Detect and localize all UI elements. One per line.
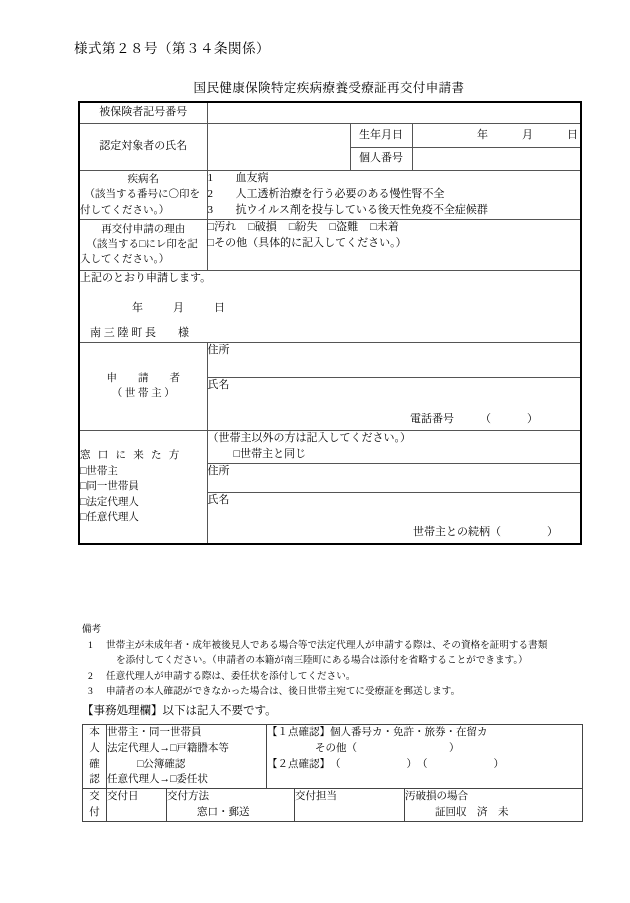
reason-label-line1: 再交付申請の理由 xyxy=(101,223,186,235)
disease-option-1[interactable] xyxy=(208,171,581,187)
applicant-label-line1: 申 請 者 xyxy=(106,372,180,384)
office-processing-table xyxy=(82,724,583,822)
identity-option-householder: 世帯主・同一世帯員 xyxy=(107,727,202,738)
identity-option-legal-representative[interactable]: 法定代理人→□戸籍謄本等 xyxy=(107,742,229,754)
remarks-heading: 備考 xyxy=(82,624,102,635)
addressee-line xyxy=(80,326,580,342)
reason-checkbox-row xyxy=(208,220,581,236)
personal-number-input[interactable] xyxy=(412,148,581,171)
check-two-point-close-2: ） xyxy=(493,758,504,770)
check-two-point-label: 【２点確認】 xyxy=(267,758,325,770)
damage-case-label: 汚破損の場合 xyxy=(405,791,468,802)
reason-checkbox-damaged[interactable]: □破損 xyxy=(248,220,277,233)
addressee-name: 南 三 陸 町 長 xyxy=(90,326,156,339)
remarks-item-1 xyxy=(82,638,592,669)
identity-label-char-3: 確 xyxy=(89,758,100,770)
declaration-block xyxy=(79,270,581,342)
visitor-name-field[interactable] xyxy=(207,492,581,525)
identity-label-char-4: 認 xyxy=(89,774,100,786)
table-row-declaration xyxy=(79,270,581,342)
visitor-checkbox-same-household[interactable]: □同一世帯員 xyxy=(80,481,139,493)
table-row-reason xyxy=(79,219,581,270)
disease-option-3[interactable] xyxy=(208,203,581,219)
insured-number-label: 被保険者記号番号 xyxy=(79,102,207,124)
check-one-point-other-close: ） xyxy=(449,742,460,754)
identity-option-voluntary-representative[interactable]: 任意代理人→□委任状 xyxy=(107,774,208,786)
declaration-date[interactable] xyxy=(80,301,580,317)
relationship-field[interactable] xyxy=(207,525,581,544)
declaration-month-unit: 月 xyxy=(173,301,184,314)
applicant-name-label: 氏名 xyxy=(207,378,230,391)
reason-checkbox-stolen[interactable]: □盗難 xyxy=(329,220,359,233)
applicant-address-label: 住所 xyxy=(207,343,230,356)
issuance-date-label: 交付日 xyxy=(107,791,139,802)
disease-option-2-text: 人工透析治療を行う必要のある慢性腎不全 xyxy=(235,187,445,200)
disease-label xyxy=(79,171,207,220)
disease-label-line3: 付してください。） xyxy=(80,204,170,216)
identity-check-points[interactable] xyxy=(267,725,583,789)
reason-options[interactable] xyxy=(207,219,581,270)
table-row-visitor-note xyxy=(79,430,581,463)
office-section-heading: 【事務処理欄】以下は記入不要です。 xyxy=(82,705,277,717)
main-application-table xyxy=(78,101,582,545)
issuance-method-label: 交付方法 xyxy=(167,791,209,802)
applicant-name-field[interactable] xyxy=(207,377,581,412)
identity-label-char-2: 人 xyxy=(89,742,100,754)
issuance-label xyxy=(83,789,107,822)
check-one-point-label: 【１点確認】 xyxy=(267,727,330,738)
disease-option-1-text: 血友病 xyxy=(235,172,269,184)
declaration-year-unit: 年 xyxy=(132,301,143,314)
visitor-name-label: 氏名 xyxy=(207,493,230,506)
form-number: 様式第２８号（第３４条関係） xyxy=(74,41,270,56)
birthdate-day-unit: 日 xyxy=(567,128,578,141)
table-row-identity-verification xyxy=(83,725,583,789)
issuance-staff-label: 交付担当 xyxy=(295,791,337,802)
visitor-label xyxy=(79,430,207,543)
certified-person-name-input[interactable] xyxy=(207,124,350,171)
certified-person-name-label: 認定対象者の氏名 xyxy=(79,124,207,171)
document-title: 国民健康保険特定疾病療養受療証再交付申請書 xyxy=(193,81,465,95)
reason-checkbox-other[interactable]: □その他（具体的に記入してください。） xyxy=(207,236,407,249)
disease-option-1-number: 1 xyxy=(207,172,213,184)
check-two-point-open-1: （ xyxy=(335,758,341,770)
relationship-label: 世帯主との続柄 xyxy=(413,525,490,538)
reason-checkbox-dirty[interactable]: □汚れ xyxy=(207,220,237,233)
applicant-label-line2: （ 世 帯 主 ） xyxy=(111,388,175,400)
visitor-label-head: 窓 口 に 来 た 方 xyxy=(80,450,182,462)
birthdate-label: 生年月日 xyxy=(350,124,412,148)
reason-label-line2: （該当する□にレ印を記 xyxy=(86,239,198,251)
identity-document-options[interactable] xyxy=(107,725,267,789)
issuance-staff-field[interactable] xyxy=(295,789,405,822)
identity-label-char-1: 本 xyxy=(89,727,100,738)
issuance-method-field[interactable] xyxy=(167,789,295,822)
phone-paren-close: ） xyxy=(527,412,538,425)
disease-options[interactable] xyxy=(207,171,581,220)
birthdate-year-unit: 年 xyxy=(477,128,488,141)
table-row-issuance xyxy=(83,789,583,822)
declaration-text: 上記のとおり申請します。 xyxy=(80,271,212,284)
visitor-checkbox-voluntary-representative[interactable]: □任意代理人 xyxy=(80,511,139,523)
remarks-item-3-number: 3 xyxy=(88,686,93,698)
visitor-address-field[interactable] xyxy=(207,463,581,492)
visitor-note-block xyxy=(207,430,581,463)
reason-checkbox-not-arrived[interactable]: □未着 xyxy=(370,220,399,233)
visitor-checkbox-householder[interactable]: □世帯主 xyxy=(80,466,118,478)
check-one-point-row xyxy=(267,725,582,741)
issuance-label-char-1: 交 xyxy=(89,791,100,802)
issuance-date-field[interactable] xyxy=(107,789,167,822)
identity-verification-label xyxy=(83,725,107,789)
relationship-paren-open: （ xyxy=(490,525,501,538)
remarks-item-1-line1: 世帯主が未成年者・成年被後見人である場合等で法定代理人が申請する際は、その資格を証明する書類 xyxy=(106,639,548,651)
birthdate-input[interactable] xyxy=(412,124,581,148)
declaration-day-unit: 日 xyxy=(214,301,225,314)
visitor-note-text: （世帯主以外の方は記入してください。） xyxy=(207,431,411,444)
table-row-insured-number xyxy=(79,102,581,124)
disease-option-3-text: 抗ウイルス剤を投与している後天性免疫不全症候群 xyxy=(235,203,488,216)
insured-number-input[interactable] xyxy=(207,102,581,124)
identity-option-public-register[interactable]: □公簿確認 xyxy=(137,758,186,770)
remarks-section xyxy=(82,622,592,700)
visitor-checkbox-same-as-householder[interactable]: □世帯主と同じ xyxy=(233,447,307,460)
check-one-point-text: 個人番号カ・免許・旅券・在留カ xyxy=(330,727,488,738)
check-two-point-row[interactable] xyxy=(267,757,582,773)
check-one-point-other[interactable] xyxy=(267,741,582,757)
phone-paren-open: （ xyxy=(480,412,491,425)
phone-label: 電話番号 xyxy=(410,412,454,425)
table-row-applicant-address xyxy=(79,342,581,377)
damage-case-field[interactable] xyxy=(405,789,583,822)
remarks-item-1-line2: を添付してください。（申請者の本籍が南三陸町にある場合は添付を省略することができます。） xyxy=(116,655,528,667)
check-one-point-other-label: その他（ xyxy=(315,742,357,754)
disease-label-line2: （該当する番号に〇印を xyxy=(84,189,200,201)
remarks-item-2-line1: 任意代理人が申請する際は、委任状を添付してください。 xyxy=(106,670,356,682)
reason-checkbox-lost[interactable]: □紛失 xyxy=(288,220,318,233)
disease-option-3-number: 3 xyxy=(207,203,213,216)
table-row-name-birthdate xyxy=(79,124,581,148)
check-two-point-close-1: ） xyxy=(406,758,412,770)
remarks-item-3-line1: 申請者の本人確認ができなかった場合は、後日世帯主宛てに受療証を郵送します。 xyxy=(106,686,461,698)
issuance-label-char-2: 付 xyxy=(89,806,100,818)
applicant-label xyxy=(79,342,207,430)
disease-option-2-number: 2 xyxy=(207,187,213,200)
relationship-paren-close: ） xyxy=(547,525,558,538)
applicant-phone-field[interactable] xyxy=(207,412,581,431)
applicant-address-field[interactable] xyxy=(207,342,581,377)
issuance-method-options[interactable]: 窓口・郵送 xyxy=(197,806,250,818)
remarks-item-1-number: 1 xyxy=(88,639,93,651)
damage-case-options[interactable]: 証回収 済 未 xyxy=(435,806,509,818)
reason-label xyxy=(79,219,207,270)
birthdate-month-unit: 月 xyxy=(522,128,533,141)
remarks-item-2 xyxy=(82,669,592,685)
check-two-point-open-2: （ xyxy=(422,758,428,770)
reason-label-line3: 入してください。） xyxy=(80,254,170,266)
disease-label-line1: 疾病名 xyxy=(127,174,159,186)
remarks-item-2-number: 2 xyxy=(88,670,93,682)
table-row-disease xyxy=(79,171,581,220)
personal-number-label: 個人番号 xyxy=(350,148,412,171)
addressee-honorific: 様 xyxy=(178,326,189,339)
remarks-item-3 xyxy=(82,684,592,700)
visitor-checkbox-legal-representative[interactable]: □法定代理人 xyxy=(80,496,139,508)
visitor-address-label: 住所 xyxy=(207,464,230,477)
disease-option-2[interactable] xyxy=(208,187,581,203)
